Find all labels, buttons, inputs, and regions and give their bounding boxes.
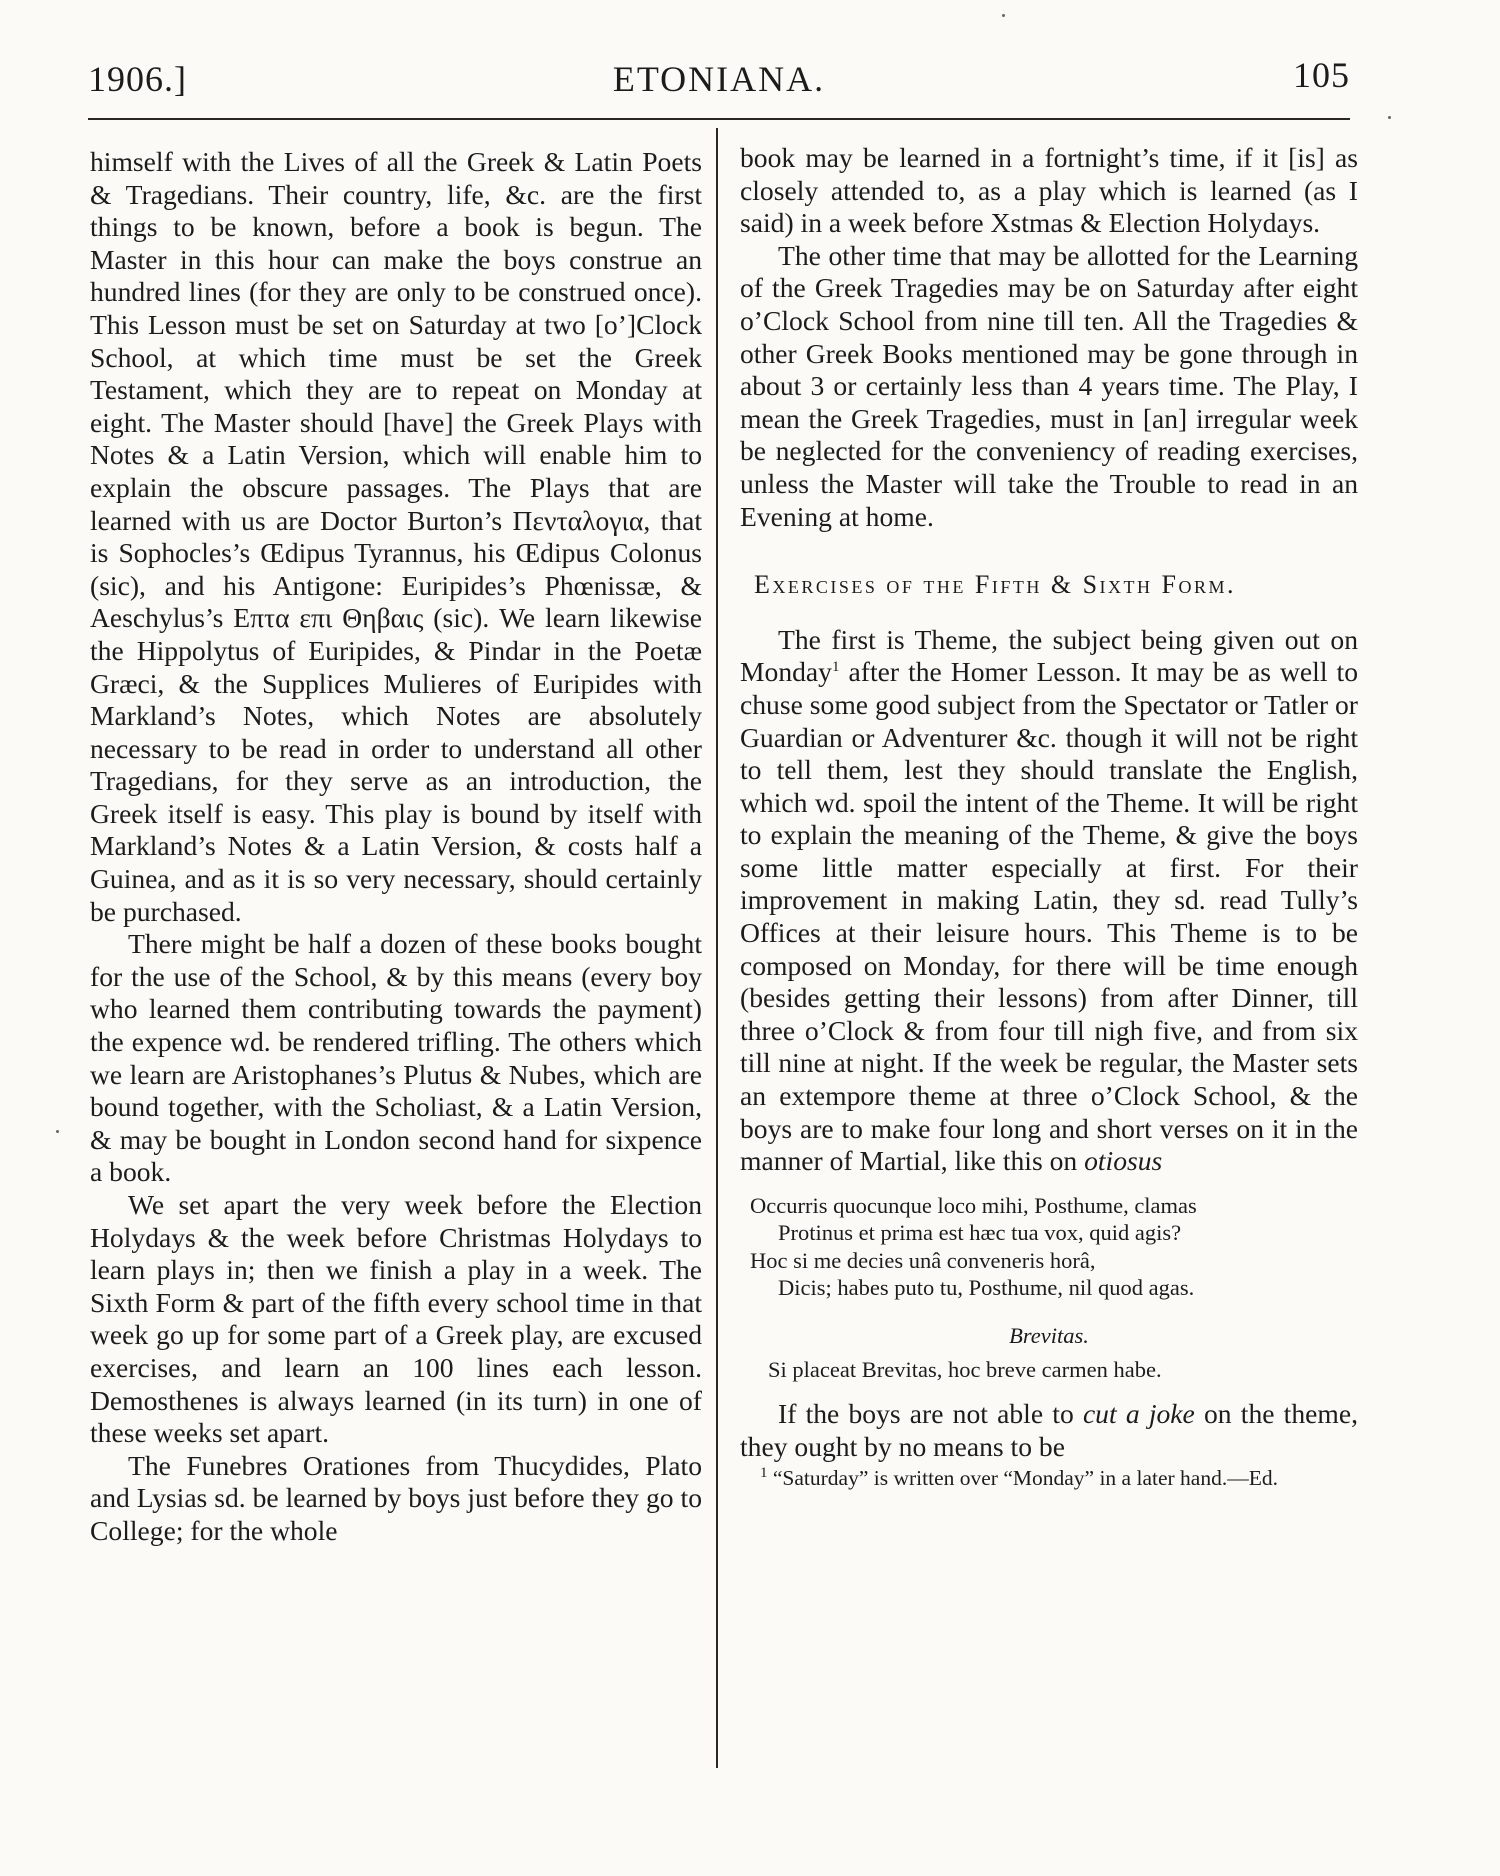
italic-word: otiosus xyxy=(1084,1145,1163,1177)
left-paragraph-1: himself with the Lives of all the Greek & Latin Poets & Tragedians. Their country, life, &c. are the first things to be known, before a book is begun. The Master in this hour can make the boys construe an hundred lines (for they are only to be construed once). This Lesson must be set on Saturday at two [o’]Clock School, at which time must be set the Greek Testament, which they are to repeat on Monday at eight. The Master should [have] the Greek Plays with Notes & a Latin Version, which will enable him to explain the obscure passages. The Plays that are learned with us are Doctor Burton’s Πενταλογια, that is Sophocles’s Œdipus Tyrannus, his Œdipus Colonus (sic), and his Antigone: Euripides’s Phœnissæ, & Aeschylus’s Επτα επι Θηβαις (sic). We learn likewise the Hippolytus of Euripides, & Pindar in the Poetæ Græci, & the Supplices Mulieres of Euripides with Markland’s Notes, which Notes are absolutely necessary to be read in order to understand all other Tragedians, for they serve as an introduction, the Greek itself is easy. This play is bound by itself with Markland’s Notes & a Latin Version, & costs half a Guinea, and as it is so very necessary, should certainly be purchased. xyxy=(90,146,702,927)
verse-block xyxy=(750,1192,1358,1302)
page-number: 105 xyxy=(1293,55,1350,95)
verse-line-3: Hoc si me decies unâ conveneris horâ, xyxy=(750,1247,1096,1273)
left-paragraph-4: The Funebres Orationes from Thucydides, Plato and Lysias sd. be learned by boys just before they go to College; for the whole xyxy=(90,1449,702,1546)
paragraph-3-text-b: after the Homer Lesson. It may be as well to chuse some good subject from the Spectator or Tatler or Guardian or Adventurer &c. though it will not be right to tell them, lest they should translate the English, which wd. spoil the intent of the Theme. It will be right to explain the meaning of the Theme, & give the boys some little matter especially at first. For their improvement in making Latin, they sd. read Tully’s Offices at their leisure hours. This Theme is to be composed on Monday, for there will be time enough (besides getting their lessons) from after Dinner, till three o’Clock & from four till nigh five, and from six till nine at night. If the week be regular, the Master sets an extempore theme at three o’Clock School, & the boys are to make four long and short verses on it in the manner of Martial, like this on xyxy=(740,656,1358,1177)
section-heading: Exercises of the Fifth & Sixth Form. xyxy=(754,570,1236,600)
footnote-marker: 1 xyxy=(760,1464,768,1481)
header-rule xyxy=(88,118,1350,120)
verse-line-1: Occurris quocunque loco mihi, Posthume, clamas xyxy=(750,1192,1197,1218)
paragraph-3-text-a: The first is Theme, the subject being given out on Monday xyxy=(740,623,1358,688)
column-divider xyxy=(716,128,718,1768)
italic-phrase: cut a joke xyxy=(1082,1397,1195,1429)
footnote-text: “Saturday” is written over “Monday” in a later hand.—Ed. xyxy=(767,1466,1278,1491)
running-head xyxy=(88,55,1350,114)
right-paragraph-1: book may be learned in a fortnight’s time, if it [is] as closely attended to, as a play which is learned (as I said) in a week before Xstmas & Election Holydays. xyxy=(740,142,1358,239)
paragraph-4-text-b: on the theme, they ought by no means to be xyxy=(740,1397,1358,1462)
left-paragraph-3: We set apart the very week before the Election Holydays & the week before Christmas Holydays to learn plays in; then we finish a play in a week. The Sixth Form & part of the fifth every school time in that week go up for some part of a Greek play, are excused exercises, and learn an 100 lines each lesson. Demosthenes is always learned (in its turn) in one of these weeks set apart. xyxy=(90,1189,702,1449)
right-paragraph-4 xyxy=(740,1398,1358,1463)
footnote-reference: 1 xyxy=(831,659,840,676)
running-head-title: ETONIANA. xyxy=(612,59,826,99)
paper-speck xyxy=(56,1130,59,1133)
verse-line-2: Protinus et prima est hæc tua vox, quid agis? xyxy=(778,1220,1182,1246)
left-column xyxy=(90,146,702,1548)
footnote xyxy=(740,1463,1358,1493)
running-head-year: 1906.] xyxy=(88,59,187,99)
paper-speck xyxy=(1002,14,1005,17)
right-paragraph-3 xyxy=(740,624,1358,1178)
paper-speck xyxy=(1388,116,1391,119)
paragraph-4-text-a: If the boys are not able to xyxy=(778,1397,1083,1429)
verse-line-4: Dicis; habes puto tu, Posthume, nil quod agas. xyxy=(778,1275,1195,1301)
left-paragraph-2: There might be half a dozen of these books bought for the use of the School, & by this means (every boy who learned them contributing towards the payment) the expence wd. be rendered trifling. The others which we learn are Aristophanes’s Plutus & Nubes, which are bound together, with the Scholiast, & a Latin Version, & may be bought in London second hand for sixpence a book. xyxy=(90,928,702,1188)
right-paragraph-2: The other time that may be allotted for the Learning of the Greek Tragedies may be on Saturday after eight o’Clock School from nine till ten. All the Tragedies & other Greek Books mentioned may be gone through in about 3 or certainly less than 4 years time. The Play, I mean the Greek Tragedies, must in [an] irregular week be neglected for the conveniency of reading exercises, unless the Master will take the Trouble to read in an Evening at home. xyxy=(740,239,1358,532)
right-column xyxy=(740,142,1358,1493)
verse-single-line: Si placeat Brevitas, hoc breve carmen habe. xyxy=(768,1357,1162,1383)
verse-title: Brevitas. xyxy=(1009,1322,1089,1348)
